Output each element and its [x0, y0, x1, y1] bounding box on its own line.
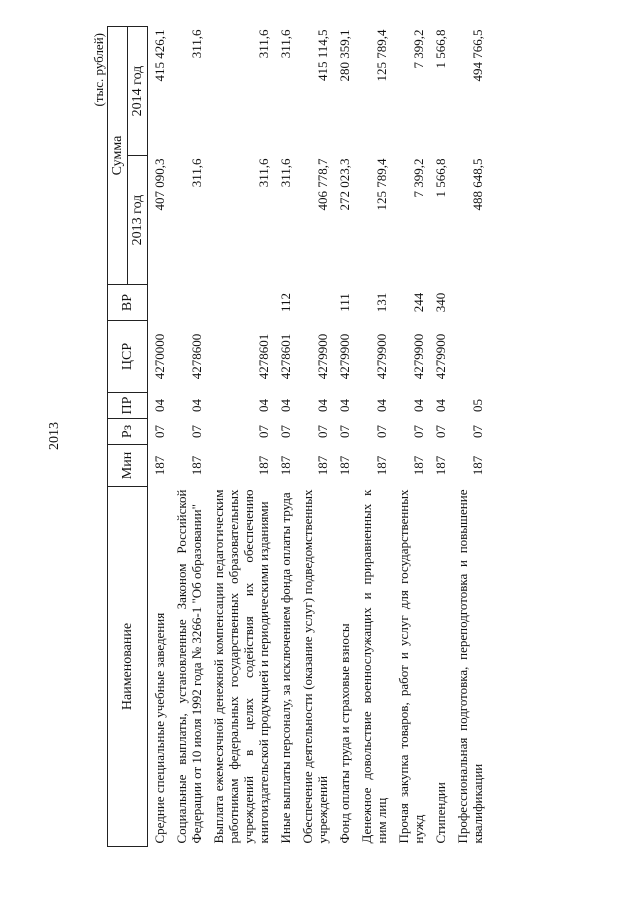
table-row — [355, 27, 392, 847]
row-vr — [170, 285, 207, 321]
row-rz: 07 — [374, 425, 389, 438]
row-name: Прочая закупка товаров, работ и услуг для государственных нужд — [396, 489, 426, 844]
row-vr: 112 — [278, 292, 293, 313]
row-pr: 04 — [152, 399, 167, 412]
row-2014: 311,6 — [278, 29, 293, 59]
header-sum: Сумма — [108, 27, 128, 285]
table-body — [148, 27, 489, 847]
header-min: Мин — [108, 445, 148, 487]
row-2014: 415 114,5 — [315, 29, 330, 82]
row-rz: 07 — [189, 425, 204, 438]
row-min: 187 — [315, 455, 330, 476]
row-pr: 04 — [374, 399, 389, 412]
row-2014: 311,6 — [189, 29, 204, 59]
header-2014: 2014 год — [128, 27, 148, 156]
row-min: 187 — [374, 455, 389, 476]
row-name: Иные выплаты персоналу, за исключением фонда оплаты труда — [278, 492, 293, 844]
row-2014: 415 426,1 — [152, 29, 167, 82]
header-2013: 2013 год — [128, 156, 148, 285]
table-row — [392, 27, 429, 847]
row-2013: 488 648,5 — [470, 158, 485, 211]
row-rz: 07 — [433, 425, 448, 438]
row-pr: 04 — [337, 399, 352, 412]
row-rz: 07 — [411, 425, 426, 438]
row-name: Обеспечение деятельности (оказание услуг) подведомственных учреждений — [300, 489, 330, 844]
row-pr: 04 — [433, 399, 448, 412]
row-csr: 4279900 — [315, 333, 330, 380]
row-name: Денежное довольствие военнослужащих и приравненных к ним лиц — [359, 489, 389, 844]
row-csr: 4279900 — [411, 333, 426, 380]
row-pr: 04 — [189, 399, 204, 412]
row-2014: 7 399,2 — [411, 29, 426, 69]
row-pr: 04 — [411, 399, 426, 412]
row-min: 187 — [411, 455, 426, 476]
row-2014: 1 566,8 — [433, 29, 448, 69]
table-header — [108, 27, 148, 847]
header-vr: ВР — [108, 285, 148, 321]
header-rz: Рз — [108, 419, 148, 445]
row-name: Профессиональная подготовка, переподготовка и повышение квалификации — [455, 489, 485, 844]
row-min: 187 — [433, 455, 448, 476]
row-pr: 04 — [315, 399, 330, 412]
header-csr: ЦСР — [108, 321, 148, 393]
row-vr: 111 — [337, 293, 352, 312]
table-row — [429, 27, 451, 847]
row-2013: 311,6 — [278, 158, 293, 188]
row-vr — [148, 285, 171, 321]
row-2013: 406 778,7 — [315, 158, 330, 211]
row-csr: 4278601 — [278, 333, 293, 380]
header-pr: ПР — [108, 393, 148, 419]
budget-table — [107, 26, 488, 847]
row-vr — [207, 285, 274, 321]
row-name: Выплата ежемесячной денежной компенсации педагогическим работникам федеральных государственных образовательных учреждений в целях содействия их обеспечению книгоиздательской продукцией и периодическими изданиями — [211, 489, 271, 844]
row-pr: 04 — [256, 399, 271, 412]
row-2013: 272 023,3 — [337, 158, 352, 211]
table-row — [333, 27, 355, 847]
row-vr: 131 — [374, 292, 389, 313]
row-pr: 05 — [470, 399, 485, 412]
row-vr: 340 — [433, 292, 448, 313]
row-rz: 07 — [470, 425, 485, 438]
row-2014: 125 789,4 — [374, 29, 389, 82]
rotated-table-page — [89, 27, 634, 847]
row-2013: 125 789,4 — [374, 158, 389, 211]
row-2013: 1 566,8 — [433, 158, 448, 198]
row-name: Средние специальные учебные заведения — [152, 612, 167, 844]
row-rz: 07 — [315, 425, 330, 438]
table-row — [207, 27, 274, 847]
row-csr: 4279900 — [337, 333, 352, 380]
row-2013: 407 090,3 — [152, 158, 167, 211]
row-rz: 07 — [256, 425, 271, 438]
row-min: 187 — [470, 455, 485, 476]
table-row — [296, 27, 333, 847]
row-2013: 311,6 — [189, 158, 204, 188]
row-min: 187 — [256, 455, 271, 476]
row-2013: 311,6 — [256, 158, 271, 188]
row-name: Социальные выплаты, установленные Законом Российской Федерации от 10 июля 1992 года № 3266-1 "Об образовании" — [174, 489, 204, 844]
row-csr: 4278600 — [189, 333, 204, 380]
row-min: 187 — [278, 455, 293, 476]
row-rz: 07 — [152, 425, 167, 438]
row-pr: 04 — [278, 399, 293, 412]
table-row — [170, 27, 207, 847]
row-csr: 4279900 — [374, 333, 389, 380]
row-min: 187 — [337, 455, 352, 476]
row-2014: 494 766,5 — [470, 29, 485, 82]
row-csr: 4270000 — [152, 333, 167, 380]
row-rz: 07 — [337, 425, 352, 438]
row-vr — [296, 285, 333, 321]
row-name: Стипендии — [433, 782, 448, 844]
row-min: 187 — [189, 455, 204, 476]
page-number: 2013 — [47, 422, 62, 450]
header-name: Наименование — [108, 487, 148, 847]
row-vr: 244 — [411, 292, 426, 313]
row-2013: 7 399,2 — [411, 158, 426, 198]
table-row — [274, 27, 296, 847]
row-csr: 4279900 — [433, 333, 448, 380]
row-2014: 280 359,1 — [337, 29, 352, 82]
units-label: (тыс. рублей) — [91, 33, 106, 107]
row-2014: 311,6 — [256, 29, 271, 59]
row-vr — [451, 285, 488, 321]
table-row — [148, 27, 171, 847]
row-name: Фонд оплаты труда и страховые взносы — [337, 623, 352, 844]
row-min: 187 — [152, 455, 167, 476]
row-rz: 07 — [278, 425, 293, 438]
row-csr: 4278601 — [256, 333, 271, 380]
row-csr — [451, 321, 488, 393]
table-row — [451, 27, 488, 847]
